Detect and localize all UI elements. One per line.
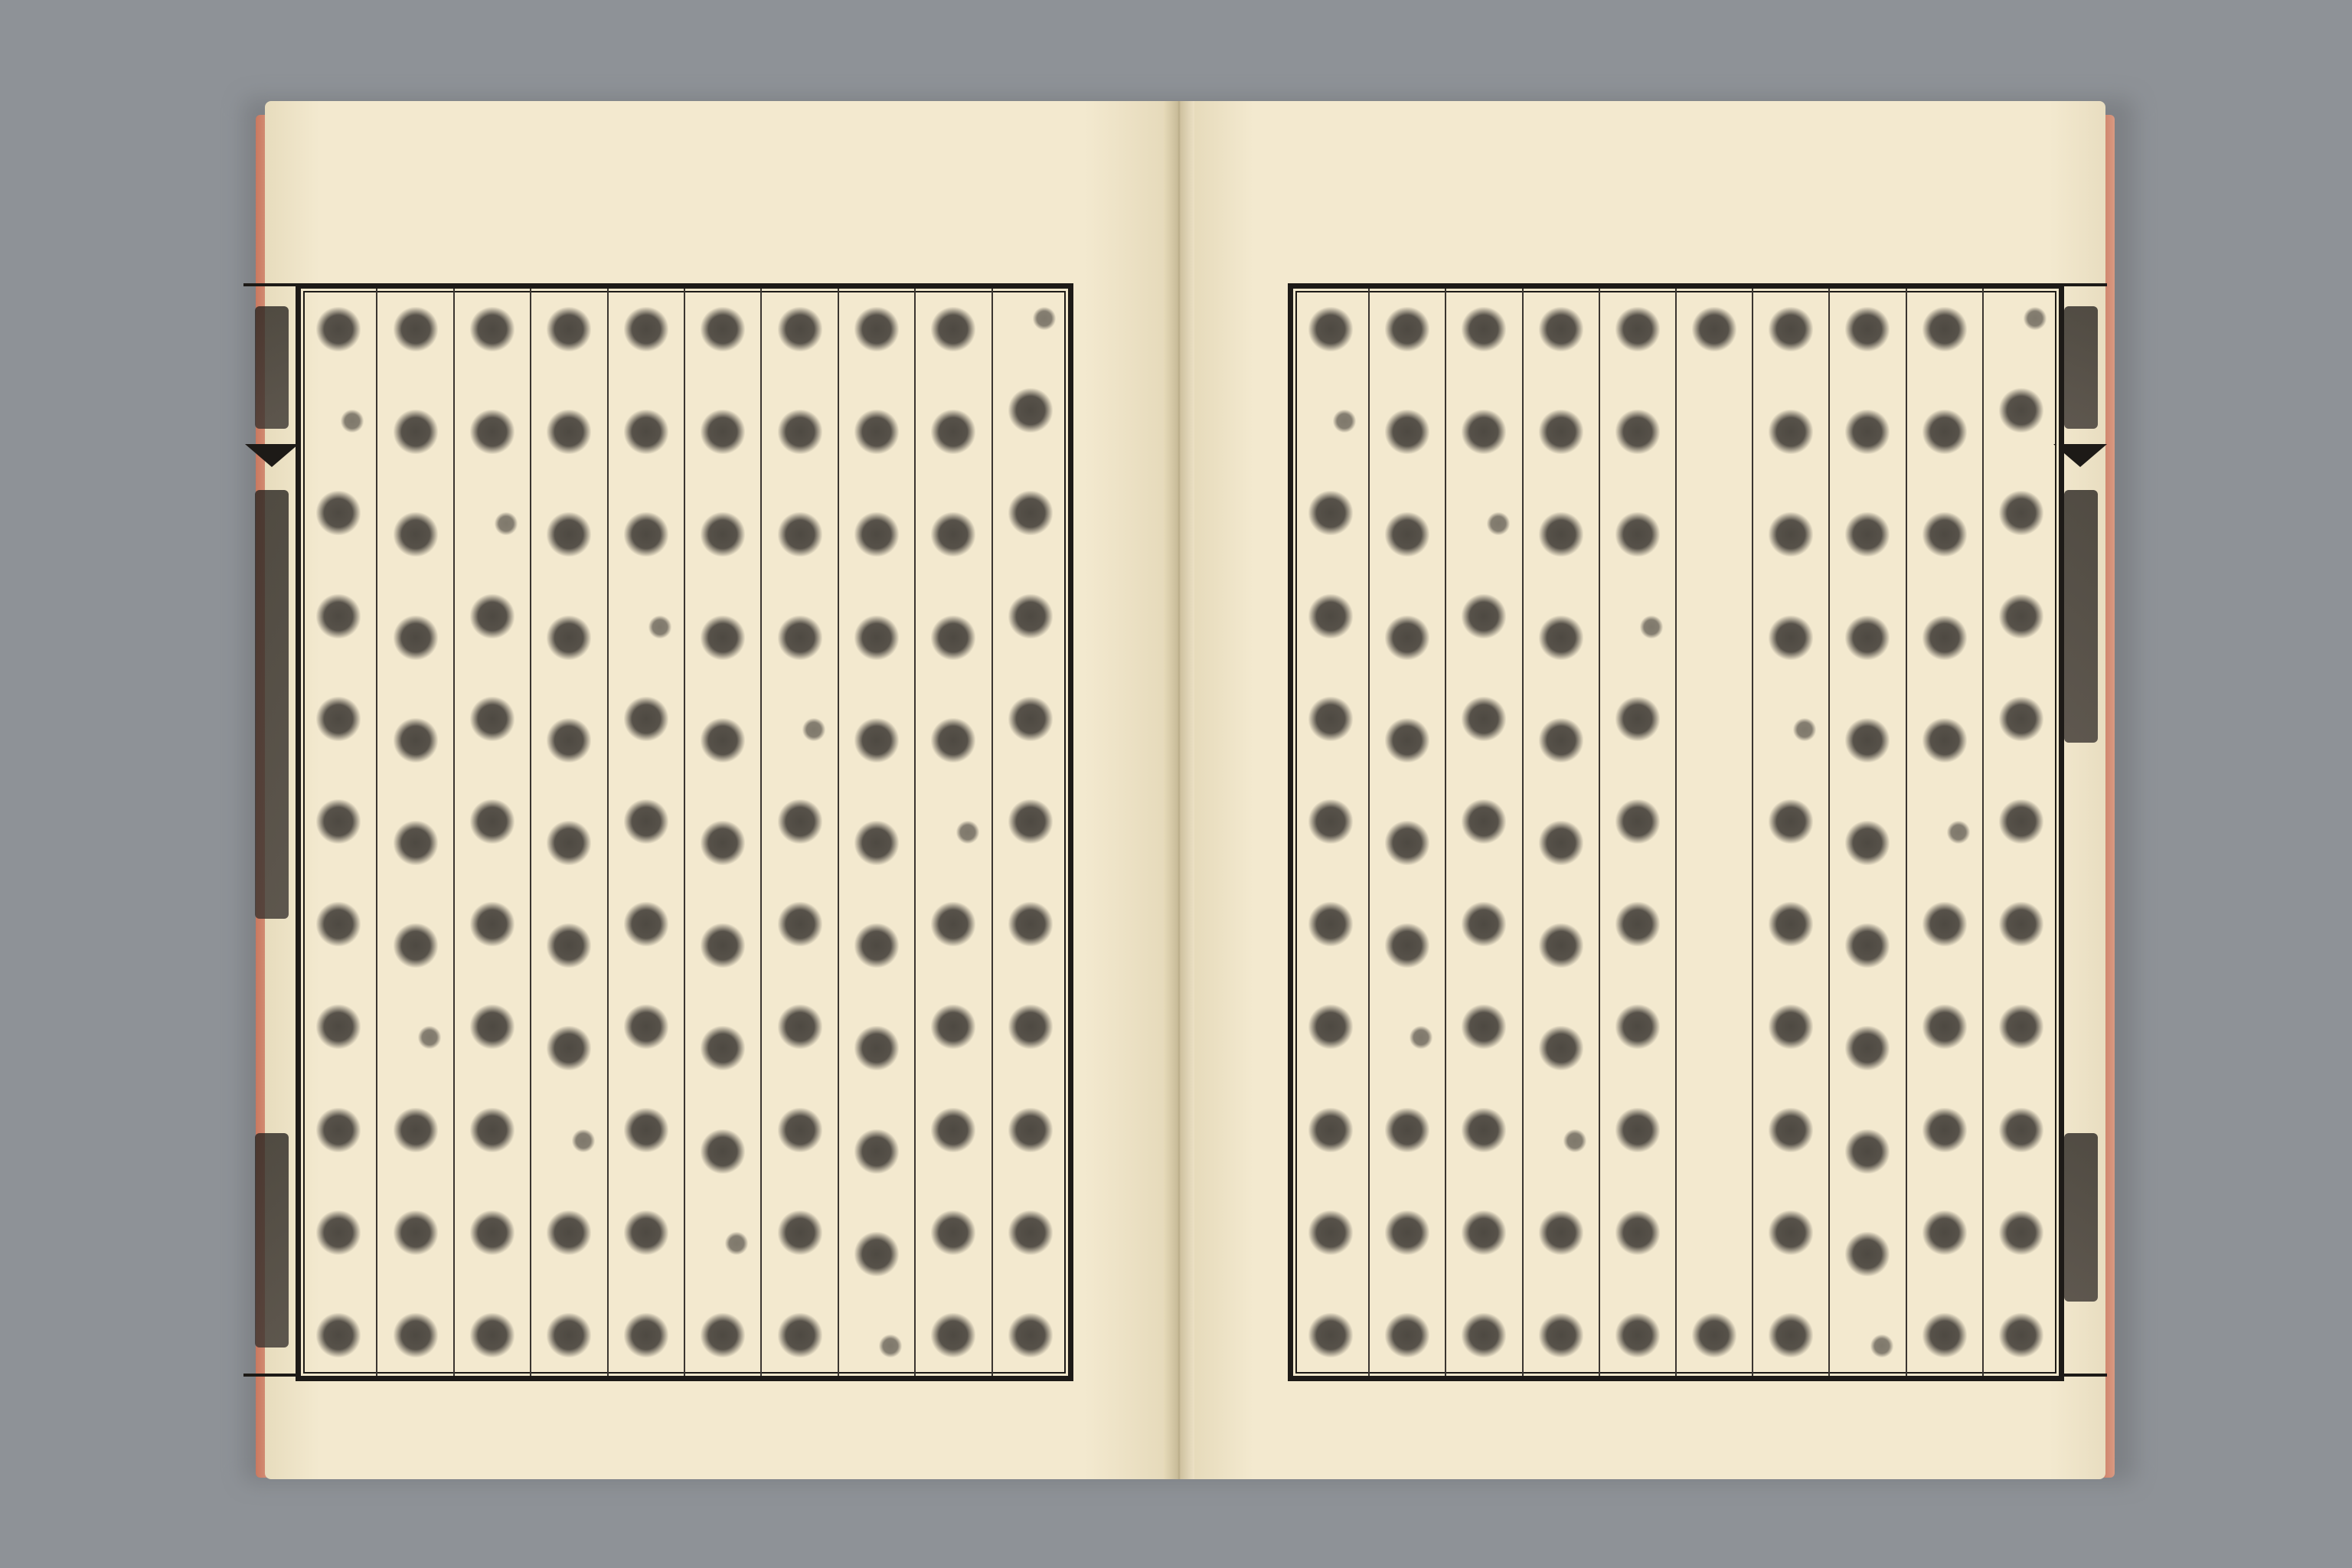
printed-character — [624, 902, 668, 946]
printed-character — [1922, 307, 1967, 351]
printed-character — [1462, 1313, 1506, 1357]
printed-character — [1947, 821, 1970, 844]
printed-character — [547, 1210, 591, 1255]
left-column-text — [377, 307, 452, 1357]
printed-character — [1539, 1313, 1583, 1357]
printed-character — [1008, 1210, 1053, 1255]
left-column — [607, 289, 684, 1376]
printed-character — [1615, 902, 1660, 946]
left-column — [914, 289, 991, 1376]
printed-character — [854, 410, 899, 454]
printed-character — [1008, 697, 1053, 741]
right-column — [1675, 289, 1752, 1376]
printed-character — [1769, 799, 1813, 844]
printed-character — [1308, 799, 1353, 844]
left-column-text — [531, 307, 606, 1357]
printed-character — [470, 902, 514, 946]
right-column-text — [1677, 307, 1752, 1357]
printed-character — [394, 512, 438, 557]
printed-character — [701, 512, 745, 557]
printed-character — [1487, 512, 1510, 535]
right-column — [1522, 289, 1599, 1376]
printed-character — [1999, 388, 2043, 433]
left-margin-mark-bottom — [255, 1133, 289, 1348]
printed-character — [1308, 1108, 1353, 1152]
printed-character — [1539, 1026, 1583, 1070]
right-column-text — [1293, 307, 1368, 1357]
printed-character — [1385, 923, 1429, 968]
printed-character — [1640, 616, 1663, 639]
printed-character — [316, 491, 361, 535]
printed-character — [1462, 799, 1506, 844]
printed-character — [1462, 697, 1506, 741]
printed-character — [316, 1313, 361, 1357]
printed-character — [1615, 512, 1660, 557]
printed-character — [1845, 1232, 1890, 1276]
right-column-text — [1370, 307, 1445, 1357]
printed-character — [701, 821, 745, 865]
printed-character — [956, 821, 979, 844]
printed-character — [1385, 821, 1429, 865]
printed-character — [802, 718, 825, 741]
left-column — [838, 289, 914, 1376]
right-column — [1906, 289, 1982, 1376]
printed-character — [1385, 512, 1429, 557]
printed-character — [1008, 1004, 1053, 1049]
printed-character — [624, 512, 668, 557]
printed-character — [778, 410, 822, 454]
printed-character — [854, 307, 899, 351]
printed-character — [1615, 410, 1660, 454]
printed-character — [931, 1210, 975, 1255]
printed-character — [572, 1129, 595, 1152]
left-column-text — [685, 307, 760, 1357]
printed-character — [1845, 307, 1890, 351]
printed-character — [1922, 718, 1967, 763]
printed-character — [1539, 821, 1583, 865]
left-column-text — [916, 307, 991, 1357]
printed-character — [1999, 491, 2043, 535]
printed-character — [1793, 718, 1816, 741]
printed-character — [1845, 718, 1890, 763]
printed-character — [1308, 697, 1353, 741]
printed-character — [547, 821, 591, 865]
printed-character — [547, 307, 591, 351]
printed-character — [394, 410, 438, 454]
printed-character — [931, 1004, 975, 1049]
printed-character — [701, 1026, 745, 1070]
printed-character — [1308, 491, 1353, 535]
printed-character — [1462, 307, 1506, 351]
printed-character — [725, 1232, 748, 1255]
printed-character — [1769, 1210, 1813, 1255]
right-margin-mark-middle — [2064, 490, 2098, 743]
printed-character — [778, 307, 822, 351]
printed-character — [931, 410, 975, 454]
printed-character — [470, 307, 514, 351]
printed-character — [1615, 697, 1660, 741]
printed-character — [1008, 799, 1053, 844]
printed-character — [1333, 410, 1356, 433]
printed-character — [1845, 1026, 1890, 1070]
printed-character — [778, 1210, 822, 1255]
right-column-text — [1830, 307, 1905, 1357]
right-margin-mark-bottom — [2064, 1133, 2098, 1302]
printed-character — [701, 718, 745, 763]
right-column — [1368, 289, 1445, 1376]
printed-character — [1462, 902, 1506, 946]
printed-character — [1922, 1004, 1967, 1049]
printed-character — [1385, 616, 1429, 660]
printed-character — [854, 1232, 899, 1276]
printed-character — [394, 1313, 438, 1357]
printed-character — [470, 1004, 514, 1049]
printed-character — [547, 1026, 591, 1070]
printed-character — [470, 799, 514, 844]
printed-character — [931, 902, 975, 946]
right-column-text — [1907, 307, 1982, 1357]
printed-character — [1999, 799, 2043, 844]
printed-character — [470, 1313, 514, 1357]
printed-character — [1692, 1313, 1736, 1357]
right-column — [1293, 289, 1368, 1376]
left-column-text — [839, 307, 914, 1357]
printed-character — [1008, 388, 1053, 433]
printed-character — [1539, 1210, 1583, 1255]
printed-character — [316, 1004, 361, 1049]
printed-character — [470, 1108, 514, 1152]
printed-character — [1999, 1108, 2043, 1152]
printed-character — [778, 902, 822, 946]
printed-character — [1539, 410, 1583, 454]
printed-character — [1462, 1210, 1506, 1255]
printed-character — [316, 594, 361, 639]
printed-character — [854, 616, 899, 660]
printed-character — [316, 307, 361, 351]
printed-character — [1769, 410, 1813, 454]
printed-character — [2024, 307, 2047, 330]
printed-character — [394, 923, 438, 968]
printed-character — [418, 1026, 441, 1049]
printed-character — [1845, 1129, 1890, 1174]
printed-character — [701, 923, 745, 968]
printed-character — [854, 1026, 899, 1070]
printed-character — [1922, 1210, 1967, 1255]
printed-character — [341, 410, 364, 433]
printed-character — [1922, 616, 1967, 660]
printed-character — [701, 1313, 745, 1357]
printed-character — [1999, 1004, 2043, 1049]
printed-character — [1308, 1313, 1353, 1357]
printed-character — [316, 1108, 361, 1152]
printed-character — [931, 616, 975, 660]
left-column — [684, 289, 760, 1376]
printed-character — [931, 512, 975, 557]
printed-character — [1615, 1313, 1660, 1357]
printed-character — [547, 718, 591, 763]
printed-character — [854, 718, 899, 763]
printed-character — [316, 697, 361, 741]
printed-character — [1769, 616, 1813, 660]
printed-character — [624, 1004, 668, 1049]
printed-character — [648, 616, 671, 639]
printed-character — [1033, 307, 1056, 330]
printed-character — [1769, 1108, 1813, 1152]
printed-character — [778, 1004, 822, 1049]
printed-character — [879, 1334, 902, 1357]
left-column — [301, 289, 376, 1376]
printed-character — [1385, 307, 1429, 351]
printed-character — [1308, 1210, 1353, 1255]
printed-character — [1308, 1004, 1353, 1049]
printed-character — [547, 616, 591, 660]
left-column — [453, 289, 530, 1376]
printed-character — [1308, 594, 1353, 639]
printed-character — [1008, 1313, 1053, 1357]
printed-character — [1769, 902, 1813, 946]
left-column-text — [762, 307, 837, 1357]
printed-character — [1008, 1108, 1053, 1152]
right-column — [1599, 289, 1675, 1376]
book-gutter — [1164, 101, 1194, 1479]
printed-character — [1615, 1210, 1660, 1255]
right-column-text — [1753, 307, 1828, 1357]
right-text-columns — [1293, 289, 2059, 1376]
left-margin-mark-middle — [255, 490, 289, 919]
printed-character — [624, 410, 668, 454]
printed-character — [1692, 307, 1736, 351]
left-column-text — [609, 307, 684, 1357]
printed-character — [624, 799, 668, 844]
printed-character — [394, 307, 438, 351]
printed-character — [1615, 1004, 1660, 1049]
printed-character — [1769, 1004, 1813, 1049]
right-margin-mark-top — [2064, 306, 2098, 429]
right-column — [1445, 289, 1521, 1376]
right-text-frame — [1288, 283, 2064, 1381]
printed-character — [1385, 410, 1429, 454]
printed-character — [1539, 718, 1583, 763]
printed-character — [1008, 902, 1053, 946]
printed-character — [624, 697, 668, 741]
printed-character — [316, 902, 361, 946]
right-column-text — [1984, 307, 2059, 1357]
printed-character — [701, 616, 745, 660]
printed-character — [1462, 410, 1506, 454]
printed-character — [854, 1129, 899, 1174]
printed-character — [1615, 307, 1660, 351]
printed-character — [1539, 616, 1583, 660]
printed-character — [854, 821, 899, 865]
printed-character — [316, 799, 361, 844]
printed-character — [470, 410, 514, 454]
printed-character — [1999, 1210, 2043, 1255]
printed-character — [778, 512, 822, 557]
printed-character — [1922, 512, 1967, 557]
printed-character — [854, 512, 899, 557]
left-text-columns — [301, 289, 1068, 1376]
printed-character — [931, 1108, 975, 1152]
left-text-frame — [296, 283, 1073, 1381]
printed-character — [931, 307, 975, 351]
printed-character — [1769, 512, 1813, 557]
printed-character — [1845, 512, 1890, 557]
left-column — [991, 289, 1068, 1376]
printed-character — [1385, 1108, 1429, 1152]
left-margin-mark-top — [255, 306, 289, 429]
right-column — [1752, 289, 1828, 1376]
printed-character — [624, 1108, 668, 1152]
printed-character — [1845, 410, 1890, 454]
printed-character — [1539, 923, 1583, 968]
printed-character — [701, 1129, 745, 1174]
printed-character — [394, 616, 438, 660]
printed-character — [1385, 1210, 1429, 1255]
printed-character — [394, 1210, 438, 1255]
printed-character — [778, 799, 822, 844]
printed-character — [547, 512, 591, 557]
left-column — [376, 289, 452, 1376]
right-column — [1828, 289, 1905, 1376]
printed-character — [470, 594, 514, 639]
printed-character — [1008, 594, 1053, 639]
printed-character — [1845, 923, 1890, 968]
printed-character — [1539, 307, 1583, 351]
printed-character — [394, 718, 438, 763]
printed-character — [470, 697, 514, 741]
printed-character — [624, 1313, 668, 1357]
printed-character — [1845, 616, 1890, 660]
printed-character — [1922, 410, 1967, 454]
printed-character — [624, 1210, 668, 1255]
printed-character — [1308, 902, 1353, 946]
printed-character — [547, 923, 591, 968]
printed-character — [778, 1313, 822, 1357]
printed-character — [624, 307, 668, 351]
printed-character — [1922, 1108, 1967, 1152]
printed-character — [1385, 718, 1429, 763]
printed-character — [547, 1313, 591, 1357]
printed-character — [1922, 902, 1967, 946]
printed-character — [1845, 821, 1890, 865]
right-column — [1982, 289, 2059, 1376]
printed-character — [1563, 1129, 1586, 1152]
printed-character — [1539, 512, 1583, 557]
printed-character — [547, 410, 591, 454]
printed-character — [1922, 1313, 1967, 1357]
left-column — [530, 289, 606, 1376]
printed-character — [1008, 491, 1053, 535]
printed-character — [1999, 902, 2043, 946]
printed-character — [778, 1108, 822, 1152]
printed-character — [1999, 1313, 2043, 1357]
printed-character — [1462, 1108, 1506, 1152]
printed-character — [1870, 1334, 1893, 1357]
printed-character — [701, 410, 745, 454]
printed-character — [931, 1313, 975, 1357]
left-column-text — [455, 307, 530, 1357]
printed-character — [470, 1210, 514, 1255]
printed-character — [1615, 799, 1660, 844]
printed-character — [854, 923, 899, 968]
printed-character — [1769, 307, 1813, 351]
left-column-text — [301, 307, 376, 1357]
left-column-text — [993, 307, 1068, 1357]
printed-character — [1410, 1026, 1432, 1049]
printed-character — [1308, 307, 1353, 351]
printed-character — [1462, 1004, 1506, 1049]
printed-character — [1385, 1313, 1429, 1357]
right-column-text — [1524, 307, 1599, 1357]
printed-character — [316, 1210, 361, 1255]
printed-character — [394, 1108, 438, 1152]
printed-character — [394, 821, 438, 865]
printed-character — [778, 616, 822, 660]
left-column — [760, 289, 837, 1376]
right-column-text — [1600, 307, 1675, 1357]
printed-character — [701, 307, 745, 351]
printed-character — [1462, 594, 1506, 639]
printed-character — [931, 718, 975, 763]
printed-character — [1999, 697, 2043, 741]
right-column-text — [1446, 307, 1521, 1357]
printed-character — [1769, 1313, 1813, 1357]
printed-character — [1615, 1108, 1660, 1152]
printed-character — [495, 512, 518, 535]
printed-character — [1999, 594, 2043, 639]
